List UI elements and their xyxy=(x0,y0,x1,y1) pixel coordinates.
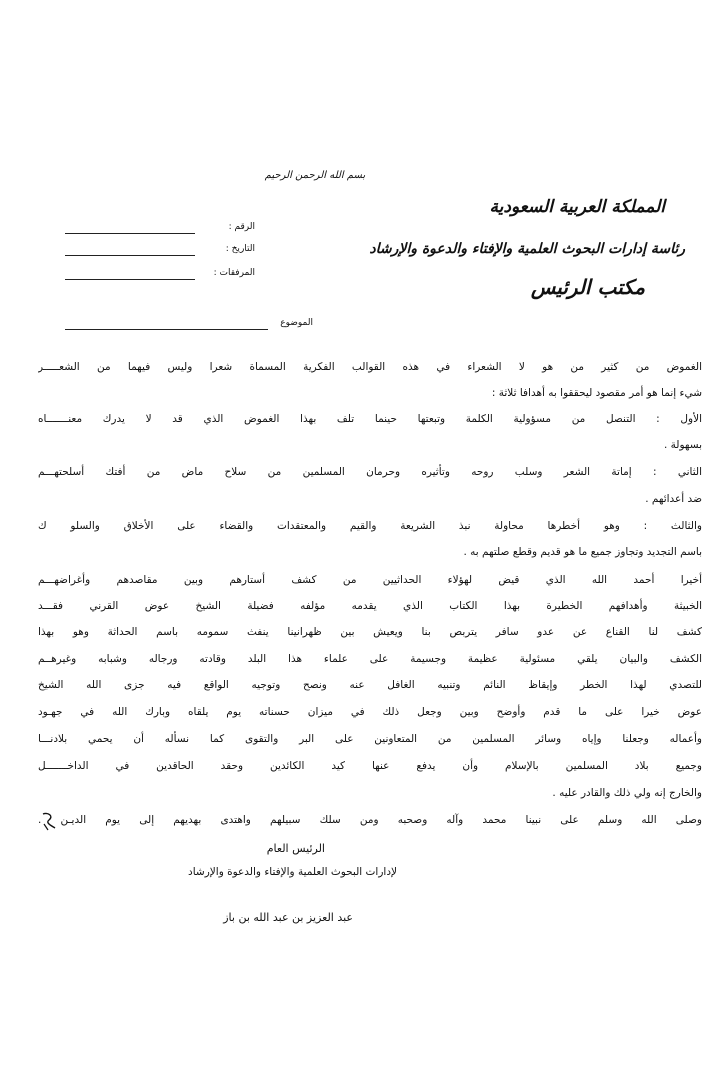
subject-field xyxy=(65,318,313,334)
body-line: باسم التجديد وتجاوز جميع ما هو قديم وقطع صلتهم به . xyxy=(463,546,702,558)
letterhead-presidency: رئاسة إدارات البحوث العلمية والإفتاء والدعوة والإرشاد xyxy=(369,241,685,257)
reference-number-field xyxy=(65,222,255,238)
handwritten-mark-icon xyxy=(40,810,58,832)
reference-attachments-line xyxy=(65,279,195,280)
body-line: الكشف والبيان يلقي مسئولية عظيمة وجسيمة على علماء هذا البلد وقادته ورجاله وشبابه وغيرهــم xyxy=(38,653,702,665)
body-line: وأعماله وجعلنا وإياه وسائر المسلمين من المتعاونين على البر والتقوى كما نسأله أن يحمي بلادنـــا xyxy=(38,733,702,745)
reference-attachments-field xyxy=(65,268,255,284)
reference-date-line xyxy=(65,255,195,256)
body-line: للتصدي لهذا الخطر وإيقاظ النائم وتنبيه الغافل عنه ونصح وتوجيه الواقع فيه جزى الله الشيخ xyxy=(38,679,702,691)
subject-line xyxy=(65,329,268,330)
signature-department: لإدارات البحوث العلمية والإفتاء والدعوة والإرشاد xyxy=(188,866,397,878)
body-line: شيء إنما هو أمر مقصود ليحققوا به أهدافا ثلاثة : xyxy=(491,387,702,399)
signature-title: الرئيس العام xyxy=(266,842,325,855)
subject-label: الموضوع xyxy=(280,318,313,328)
letterhead-country: المملكة العربية السعودية xyxy=(489,197,665,217)
body-line: بسهولة . xyxy=(663,439,702,451)
body-line: وجميع بلاد المسلمين بالإسلام وأن يدفع عنها كيد الكائدين وحقد الحاقدين في الداخـــــــل xyxy=(38,760,702,772)
body-line: والخارج إنه ولي ذلك والقادر عليه . xyxy=(552,787,702,799)
letterhead-office: مكتب الرئيس xyxy=(530,275,645,299)
body-line: ضد أعدائهم . xyxy=(645,493,702,505)
body-line: كشف لنا القناع عن عدو سافر يتربص بنا ويعيش بين ظهرانينا ينفث سمومه باسم الحداثة وهو بهذا xyxy=(38,626,702,638)
body-line: الخبيثة وأهدافهم الخطيرة بهذا الكتاب الذي يقدمه مؤلفه فضيلة الشيخ عوض القرني فقـــد xyxy=(38,600,702,612)
reference-number-label: الرقم : xyxy=(228,222,255,232)
basmala: بسم الله الرحمن الرحيم xyxy=(264,170,366,181)
reference-number-line xyxy=(65,233,195,234)
signature-name: عبد العزيز بن عبد الله بن باز xyxy=(223,911,353,924)
body-line: الثاني : إماتة الشعر وسلب روحه وتأثيره وحرمان المسلمين من سلاح ماض من أفتك أسلحتهـــم xyxy=(38,466,702,478)
body-line: الغموض من كثير من هو لا الشعراء في هذه القوالب الفكرية المسماة شعرا وليس فيهما من الشعـــــر xyxy=(38,361,702,373)
body-line: عوض خيرا على ما قدم وأوضح وبين وجعل ذلك في ميزان حسناته يوم يلقاه وبارك الله في جهـود xyxy=(38,706,702,718)
body-line: وصلى الله وسلم على نبينا محمد وآله وصحبه ومن سلك سبيلهم واهتدى بهديهم إلى يوم الديـن . xyxy=(38,814,702,826)
reference-attachments-label: المرفقات : xyxy=(213,268,255,278)
reference-date-field xyxy=(65,244,255,260)
body-line: أخيرا أحمد الله الذي قيض لهؤلاء الحداثيين من كشف أستارهم وبين مقاصدهم وأغراضهـــم xyxy=(38,574,702,586)
body-line: والثالث : وهو أخطرها محاولة نبذ الشريعة والقيم والمعتقدات والقضاء على الأخلاق والسلو ك xyxy=(38,520,702,532)
body-line: الأول : التنصل من مسؤولية الكلمة وتبعتها حينما تلف بهذا الغموض الذي قد لا يدرك معنـــــــاه xyxy=(38,413,702,425)
reference-date-label: التاريخ : xyxy=(225,244,255,254)
